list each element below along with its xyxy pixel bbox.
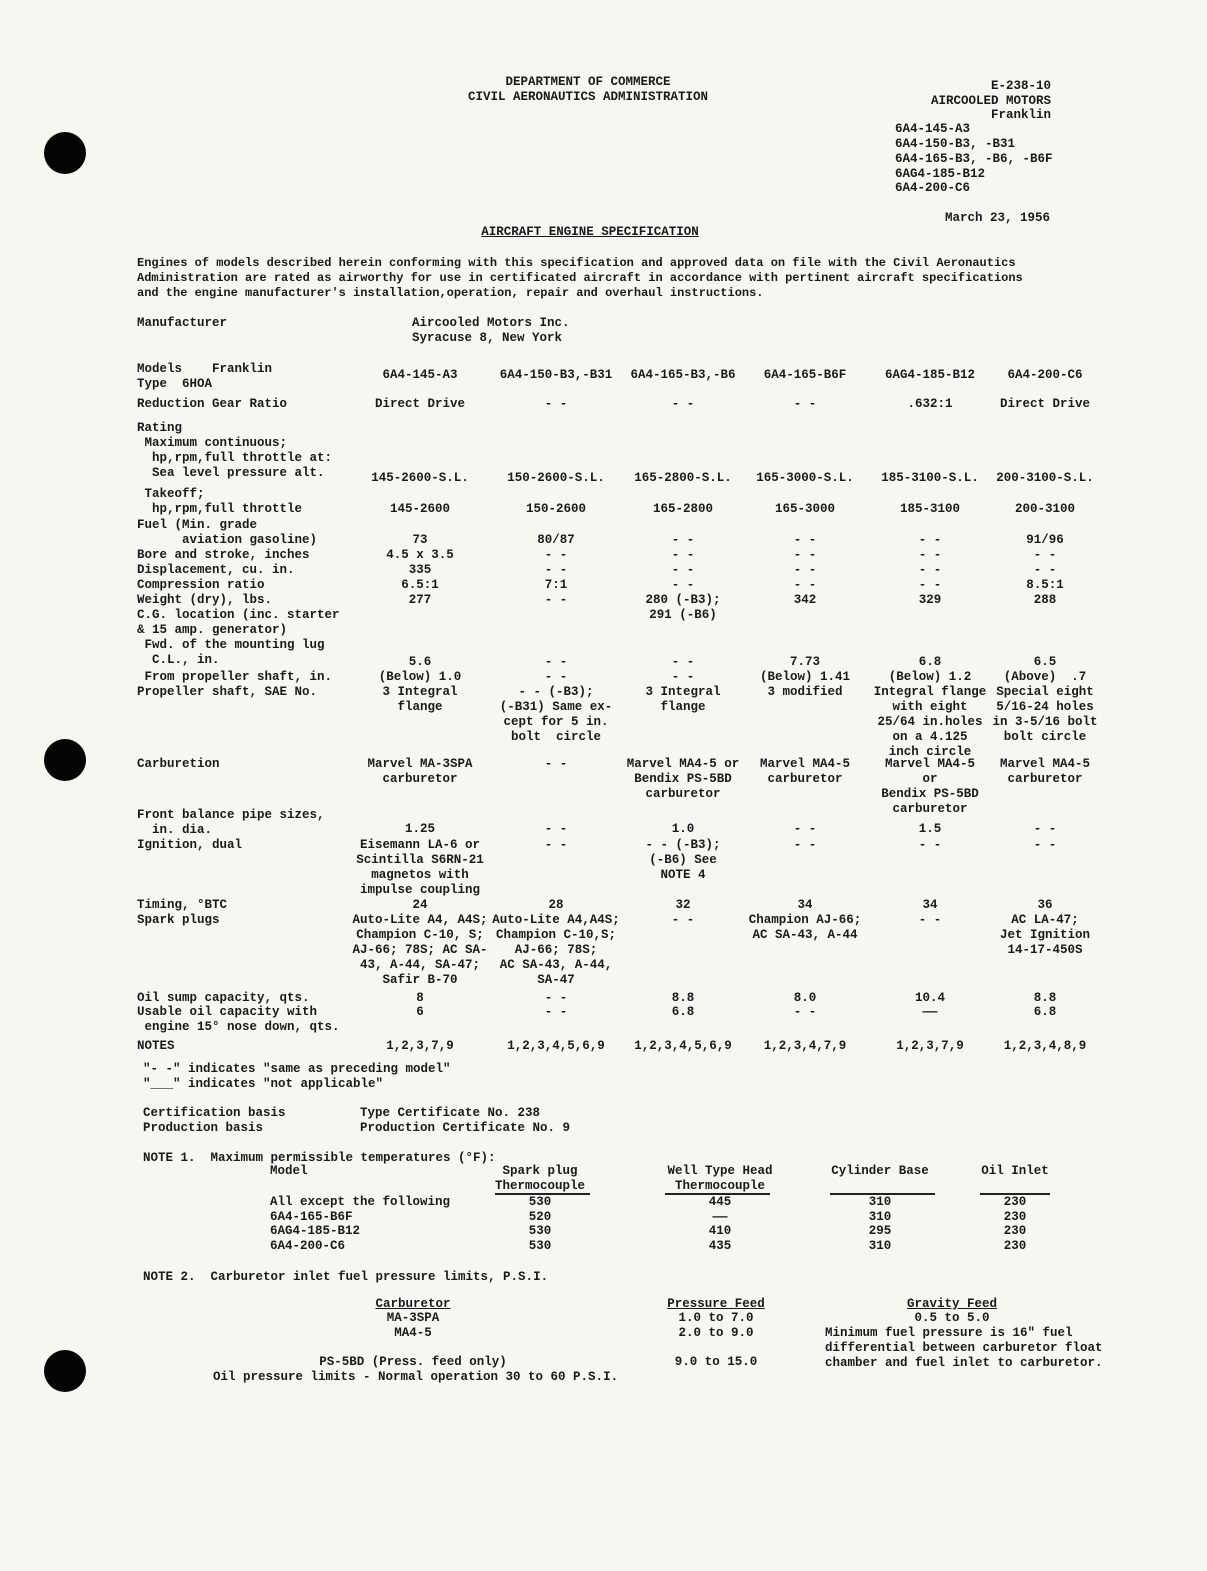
spec-cell: 150-2600-S.L.: [507, 471, 605, 485]
spec-cell: Eisemann LA-6 or Scintilla S6RN-21 magnetos with impulse coupling: [356, 838, 484, 897]
note2-header: Carburetor: [375, 1297, 451, 1311]
spec-row-label: NOTES: [137, 1039, 175, 1053]
spec-cell: 8: [416, 991, 424, 1005]
production-label: Production basis: [143, 1121, 264, 1135]
spec-row-label: Timing, °BTC: [137, 898, 228, 912]
spec-cell: 73: [412, 533, 428, 547]
spec-cell: 1,2,3,4,8,9: [1003, 1039, 1087, 1053]
spec-cell: - -: [544, 757, 568, 771]
note1-header: Well Type Head Thermocouple: [667, 1164, 773, 1193]
spec-cell: - -: [671, 578, 695, 592]
spec-cell: 165-2800: [652, 502, 714, 516]
spec-cell: 200-3100: [1014, 502, 1076, 516]
note2-header: Pressure Feed: [667, 1297, 765, 1311]
certification-value: Type Certificate No. 238: [360, 1106, 541, 1120]
spec-cell: - -: [918, 838, 942, 852]
note1-header: Spark plug Thermocouple: [494, 1164, 586, 1193]
note1-cell: All except the following: [270, 1195, 451, 1209]
manufacturer-label: Manufacturer: [137, 316, 228, 330]
spec-cell: - -: [793, 838, 817, 852]
spec-cell: - -: [671, 913, 695, 927]
manufacturer-short: AIRCOOLED MOTORS: [930, 94, 1051, 108]
spec-cell: 1.25: [404, 822, 436, 836]
spec-cell: - -: [671, 533, 695, 547]
spec-cell: Direct Drive: [374, 397, 466, 411]
spec-cell: - -: [671, 397, 695, 411]
spec-cell: 32: [675, 898, 691, 912]
spec-number: E-238-10: [990, 79, 1051, 93]
note1-cell: 410: [708, 1224, 732, 1238]
note1-title: NOTE 1. Maximum permissible temperatures (°F):: [143, 1151, 496, 1165]
spec-row-label: Propeller shaft, SAE No.: [137, 685, 318, 699]
note2-cell: 9.0 to 15.0: [674, 1355, 758, 1369]
spec-cell: - -: [918, 533, 942, 547]
spec-cell: ——: [922, 1005, 938, 1019]
spec-row-label: C.G. location (inc. starter & 15 amp. generator) Fwd. of the mounting lug C.L., in.: [137, 608, 340, 667]
note2-cell: 0.5 to 5.0: [914, 1311, 990, 1325]
note1-cell: ——: [712, 1209, 728, 1224]
note1-cell: 230: [1003, 1209, 1027, 1224]
spec-cell: - -: [544, 838, 568, 852]
spec-cell: 7:1: [544, 578, 568, 592]
spec-row-label: Spark plugs: [137, 913, 220, 927]
spec-row-label: Oil sump capacity, qts.: [137, 991, 310, 1005]
spec-cell: - -: [918, 563, 942, 577]
spec-cell: 6.8: [671, 1005, 695, 1019]
spec-cell: 165-3000: [774, 502, 836, 516]
spec-row-label: Compression ratio: [137, 578, 265, 592]
spec-cell: (Below) 1.2: [888, 670, 972, 684]
spec-row-label: From propeller shaft, in.: [137, 670, 333, 684]
spec-cell: 3 Integral flange: [645, 685, 721, 714]
spec-cell: 288: [1033, 593, 1057, 607]
model-list-item: 6A4-145-A3: [895, 122, 971, 136]
spec-cell: - -: [918, 913, 942, 927]
spec-cell: 342: [793, 593, 817, 607]
spec-cell: 277: [408, 593, 432, 607]
spec-cell: (Above) .7: [1003, 670, 1087, 684]
spec-cell: 3 modified: [767, 685, 843, 699]
spec-cell: 36: [1037, 898, 1053, 912]
spec-cell: 4.5 x 3.5: [386, 548, 454, 562]
spec-cell: - -: [1033, 548, 1057, 562]
spec-cell: - -: [793, 533, 817, 547]
spec-cell: 200-3100-S.L.: [996, 471, 1094, 485]
spec-cell: Marvel MA4-5 or Bendix PS-5BD carburetor: [626, 757, 740, 801]
note1-cell: 530: [528, 1195, 552, 1209]
note1-header: Cylinder Base: [831, 1164, 929, 1178]
spec-cell: Direct Drive: [999, 397, 1091, 411]
spec-cell: 335: [408, 563, 432, 577]
note1-cell: 435: [708, 1238, 732, 1253]
manufacturer-value: Aircooled Motors Inc. Syracuse 8, New York: [412, 316, 570, 345]
spec-cell: 6A4-165-B6F: [763, 368, 847, 382]
spec-cell: - -: [544, 397, 568, 411]
spec-cell: Auto-Lite A4,A4S; Champion C-10,S; AJ-66; 78S; AC SA-43, A-44, SA-47: [492, 913, 620, 987]
gravity-feed-note: Minimum fuel pressure is 16" fuel differential between carburetor float chamber and fuel inlet to carburetor.: [825, 1326, 1103, 1370]
spec-row-label: Front balance pipe sizes, in. dia.: [137, 808, 325, 837]
spec-cell: - -: [544, 655, 568, 669]
note1-cell: 6AG4-185-B12: [270, 1224, 361, 1238]
binder-hole: [44, 739, 86, 781]
spec-cell: - - (-B3); (-B31) Same ex- cept for 5 in. bolt circle: [499, 685, 613, 744]
spec-cell: - -: [671, 655, 695, 669]
spec-cell: 28: [548, 898, 564, 912]
department: DEPARTMENT OF COMMERCE: [505, 75, 671, 89]
spec-cell: - -: [544, 822, 568, 836]
spec-cell: Marvel MA4-5 or Bendix PS-5BD carburetor: [881, 757, 979, 816]
note1-cell: 310: [868, 1195, 892, 1209]
spec-cell: - -: [544, 563, 568, 577]
spec-row-label: Displacement, cu. in.: [137, 563, 295, 577]
note2-cell: MA4-5: [394, 1326, 432, 1340]
spec-cell: 80/87: [537, 533, 575, 547]
spec-cell: 6A4-165-B3,-B6: [630, 368, 736, 382]
spec-row-label: Reduction Gear Ratio: [137, 397, 288, 411]
note1-cell: 310: [868, 1209, 892, 1224]
spec-cell: 34: [922, 898, 938, 912]
spec-row-label: Ignition, dual: [137, 838, 243, 852]
binder-hole: [44, 132, 86, 174]
spec-cell: 6A4-145-A3: [382, 368, 458, 382]
spec-cell: - -: [793, 548, 817, 562]
spec-cell: 185-3100: [899, 502, 961, 516]
spec-cell: Special eight 5/16-24 holes in 3-5/16 bolt bolt circle: [992, 685, 1098, 744]
brand: Franklin: [990, 108, 1051, 122]
spec-cell: 1,2,3,4,5,6,9: [634, 1039, 732, 1053]
spec-row-label: Carburetion: [137, 757, 220, 771]
spec-cell: Champion AJ-66; AC SA-43, A-44: [748, 913, 862, 942]
spec-cell: 1.0: [671, 822, 695, 836]
spec-cell: 185-3100-S.L.: [881, 471, 979, 485]
note1-cell: 310: [868, 1238, 892, 1253]
model-list-item: 6A4-150-B3, -B31: [895, 137, 1016, 151]
spec-cell: 6A4-150-B3,-B31: [499, 368, 613, 382]
spec-cell: - -: [793, 1005, 817, 1019]
spec-cell: Marvel MA4-5 carburetor: [759, 757, 851, 786]
spec-row-label: Usable oil capacity with engine 15° nose down, qts.: [137, 1005, 340, 1034]
document-title: AIRCRAFT ENGINE SPECIFICATION: [481, 225, 699, 239]
spec-cell: - -: [671, 670, 695, 684]
spec-cell: 34: [797, 898, 813, 912]
note1-cell: 530: [528, 1224, 552, 1238]
spec-cell: 6A4-200-C6: [1007, 368, 1083, 382]
spec-cell: 165-3000-S.L.: [756, 471, 854, 485]
spec-cell: - -: [793, 578, 817, 592]
spec-cell: 6.8: [918, 655, 942, 669]
spec-cell: 1,2,3,7,9: [386, 1039, 454, 1053]
spec-cell: 8.5:1: [1026, 578, 1064, 592]
spec-cell: (Below) 1.0: [378, 670, 462, 684]
spec-cell: 6.8: [1033, 1005, 1057, 1019]
note1-header: Model: [270, 1164, 308, 1178]
spec-cell: - -: [544, 548, 568, 562]
spec-cell: - -: [1033, 822, 1057, 836]
spec-cell: 8.0: [793, 991, 817, 1005]
note1-cell: 230: [1003, 1224, 1027, 1238]
legend-same: "- -" indicates "same as preceding model": [143, 1062, 451, 1076]
spec-cell: - -: [918, 548, 942, 562]
spec-cell: - -: [544, 991, 568, 1005]
oil-pressure-limits: Oil pressure limits - Normal operation 30 to 60 P.S.I.: [213, 1370, 619, 1384]
spec-row-label: Rating Maximum continuous; hp,rpm,full throttle at: Sea level pressure alt.: [137, 421, 333, 480]
spec-cell: Marvel MA-3SPA carburetor: [367, 757, 473, 786]
spec-cell: Auto-Lite A4, A4S; Champion C-10, S; AJ-66; 78S; AC SA- 43, A-44, SA-47; Safir B-70: [352, 913, 488, 987]
spec-cell: - -: [793, 563, 817, 577]
note2-title: NOTE 2. Carburetor inlet fuel pressure limits, P.S.I.: [143, 1270, 549, 1284]
spec-cell: - -: [544, 593, 568, 607]
spec-cell: 280 (-B3); 291 (-B6): [645, 593, 721, 622]
note1-cell: 6A4-200-C6: [270, 1238, 346, 1253]
spec-cell: - - (-B3); (-B6) See NOTE 4: [645, 838, 721, 882]
spec-cell: - -: [544, 670, 568, 684]
note1-header: Oil Inlet: [981, 1164, 1049, 1178]
spec-row-label: Fuel (Min. grade aviation gasoline): [137, 518, 318, 547]
model-list-item: 6A4-165-B3, -B6, -B6F: [895, 152, 1053, 166]
spec-cell: Marvel MA4-5 carburetor: [999, 757, 1091, 786]
note2-cell: PS-5BD (Press. feed only): [319, 1355, 507, 1369]
spec-cell: - -: [793, 822, 817, 836]
administration: CIVIL AERONAUTICS ADMINISTRATION: [467, 90, 709, 104]
spec-cell: - -: [671, 563, 695, 577]
note2-header: Gravity Feed: [906, 1297, 998, 1311]
note1-cell: 520: [528, 1209, 552, 1224]
spec-cell: 91/96: [1026, 533, 1064, 547]
spec-cell: 8.8: [1033, 991, 1057, 1005]
spec-cell: 145-2600-S.L.: [371, 471, 469, 485]
date: March 23, 1956: [945, 211, 1051, 225]
note1-cell: 6A4-165-B6F: [270, 1209, 353, 1224]
production-value: Production Certificate No. 9: [360, 1121, 571, 1135]
spec-cell: 10.4: [914, 991, 946, 1005]
spec-row-label: Bore and stroke, inches: [137, 548, 310, 562]
spec-row-label: Models Franklin Type 6HOA: [137, 362, 273, 391]
spec-cell: 165-2800-S.L.: [634, 471, 732, 485]
spec-cell: 6AG4-185-B12: [884, 368, 976, 382]
spec-cell: 8.8: [671, 991, 695, 1005]
spec-cell: 1,2,3,4,7,9: [763, 1039, 847, 1053]
model-list-item: 6AG4-185-B12: [895, 167, 986, 181]
spec-cell: 6: [416, 1005, 424, 1019]
binder-hole: [44, 1350, 86, 1392]
spec-cell: - -: [1033, 838, 1057, 852]
spec-cell: - -: [544, 1005, 568, 1019]
spec-cell: 1,2,3,4,5,6,9: [507, 1039, 605, 1053]
spec-cell: .632:1: [907, 397, 953, 411]
spec-cell: 329: [918, 593, 942, 607]
note1-cell: 445: [708, 1195, 732, 1209]
spec-cell: 7.73: [789, 655, 821, 669]
intro-paragraph: Engines of models described herein conforming with this specification and approved data on file with the Civil Aeronautics Administration are rated as airworthy for use in certificated aircraft in accordance with pertinent aircraft specifications and the engine manufacturer's installation,operation, repair and overhaul instructions.: [137, 256, 1023, 300]
spec-cell: (Below) 1.41: [759, 670, 851, 684]
legend-na: "___" indicates "not applicable": [143, 1077, 384, 1091]
note2-cell: 1.0 to 7.0: [678, 1311, 754, 1325]
spec-cell: 150-2600: [525, 502, 587, 516]
spec-cell: AC LA-47; Jet Ignition 14-17-450S: [999, 913, 1091, 957]
spec-cell: 1.5: [918, 822, 942, 836]
spec-row-label: Weight (dry), lbs.: [137, 593, 273, 607]
spec-cell: - -: [793, 397, 817, 411]
spec-cell: 6.5:1: [401, 578, 439, 592]
note1-cell: 295: [868, 1224, 892, 1238]
spec-row-label: Takeoff; hp,rpm,full throttle: [144, 487, 303, 516]
spec-cell: 1,2,3,7,9: [896, 1039, 964, 1053]
note1-cell: 230: [1003, 1238, 1027, 1253]
spec-cell: 145-2600: [389, 502, 451, 516]
spec-cell: - -: [671, 548, 695, 562]
certification-label: Certification basis: [143, 1106, 286, 1120]
note2-cell: 2.0 to 9.0: [678, 1326, 754, 1340]
spec-cell: - -: [918, 578, 942, 592]
model-list-item: 6A4-200-C6: [895, 181, 971, 195]
spec-cell: 24: [412, 898, 428, 912]
note1-cell: 230: [1003, 1195, 1027, 1209]
spec-cell: Integral flange with eight 25/64 in.holes on a 4.125 inch circle: [873, 685, 987, 759]
note1-cell: 530: [528, 1238, 552, 1253]
spec-cell: 3 Integral flange: [382, 685, 458, 714]
note2-cell: MA-3SPA: [386, 1311, 440, 1325]
spec-cell: 5.6: [408, 655, 432, 669]
spec-cell: 6.5: [1033, 655, 1057, 669]
spec-cell: - -: [1033, 563, 1057, 577]
